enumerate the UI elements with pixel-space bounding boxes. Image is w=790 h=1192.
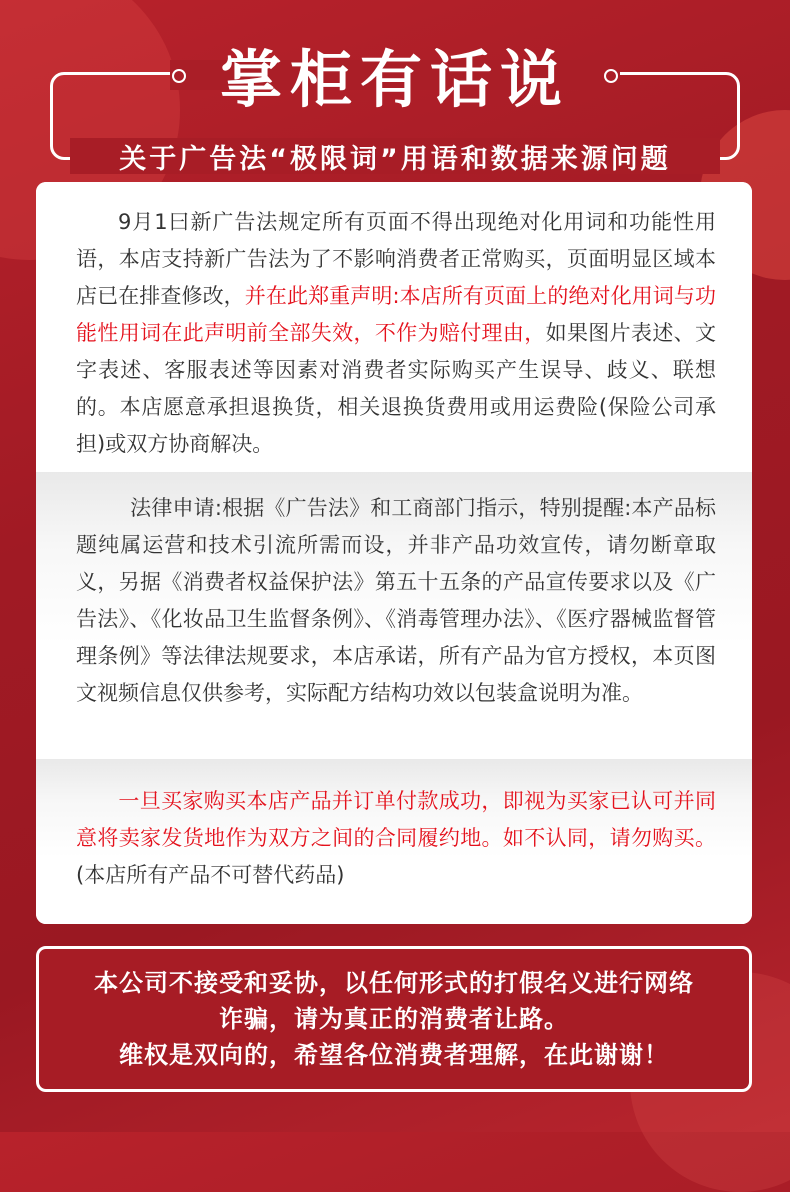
- statement-section-1: [36, 182, 752, 472]
- statement-text: 9月1曰新广告法规定所有页面不得出现绝对化用词和功能性用语，本店支持新广告法为了不影响消费者正常购买，页面明显区域本店已在排查修改，: [76, 210, 716, 308]
- statement-highlight: 并在此郑重声明:本店所有页面上的绝对化用词与功能性用词在此声明前全部失效，不作为赔付理由，: [76, 284, 716, 345]
- page-subtitle: 关于广告法“极限词”用语和数据来源问题: [119, 143, 671, 175]
- statement-card: [36, 182, 752, 924]
- subtitle-banner: [70, 138, 720, 174]
- purchase-terms-note: (本店所有产品不可替代药品): [76, 863, 345, 887]
- statement-section-3: [36, 759, 752, 924]
- statement-paragraph-1: [76, 204, 716, 463]
- page-title: 掌柜有话说: [219, 43, 570, 116]
- notice-line-3: 维权是双向的，希望各位消费者理解，在此谢谢！: [119, 1041, 669, 1069]
- statement-section-2: [36, 472, 752, 759]
- statement-paragraph-3: [76, 783, 716, 894]
- legal-text: 法律申请:根据《广告法》和工商部门指示，特别提醒:本产品标题纯属运营和技术引流所需而设，并非产品功效宣传，请勿断章取义，另据《消费者权益保护法》第五十五条的产品宣传要求以及《广告法》、《化妆品卫生监督条例》、《消毒管理办法》、《医疗器械监督管理条例》等法律法规要求，本店承诺，所有产品为官方授权，本页图文视频信息仅供参考，实际配方结构功效以包装盒说明为准。: [76, 496, 716, 705]
- statement-paragraph-2: [76, 490, 716, 712]
- notice-line-1: 本公司不接受和妥协，以任何形式的打假名义进行网络: [94, 969, 694, 997]
- anti-fraud-notice: [36, 946, 752, 1092]
- notice-line-2: 诈骗，请为真正的消费者让路。: [219, 1005, 569, 1033]
- purchase-terms-highlight: 一旦买家购买本店产品并订单付款成功，即视为买家已认可并同意将卖家发货地作为双方之间的合同履约地。如不认同，请勿购买。: [76, 789, 716, 850]
- statement-text: 如果图片表述、文字表述、客服表述等因素对消费者实际购买产生误导、歧义、联想的。本店愿意承担退换货，相关退换货费用或用运费险(保险公司承担)或双方协商解决。: [76, 321, 717, 456]
